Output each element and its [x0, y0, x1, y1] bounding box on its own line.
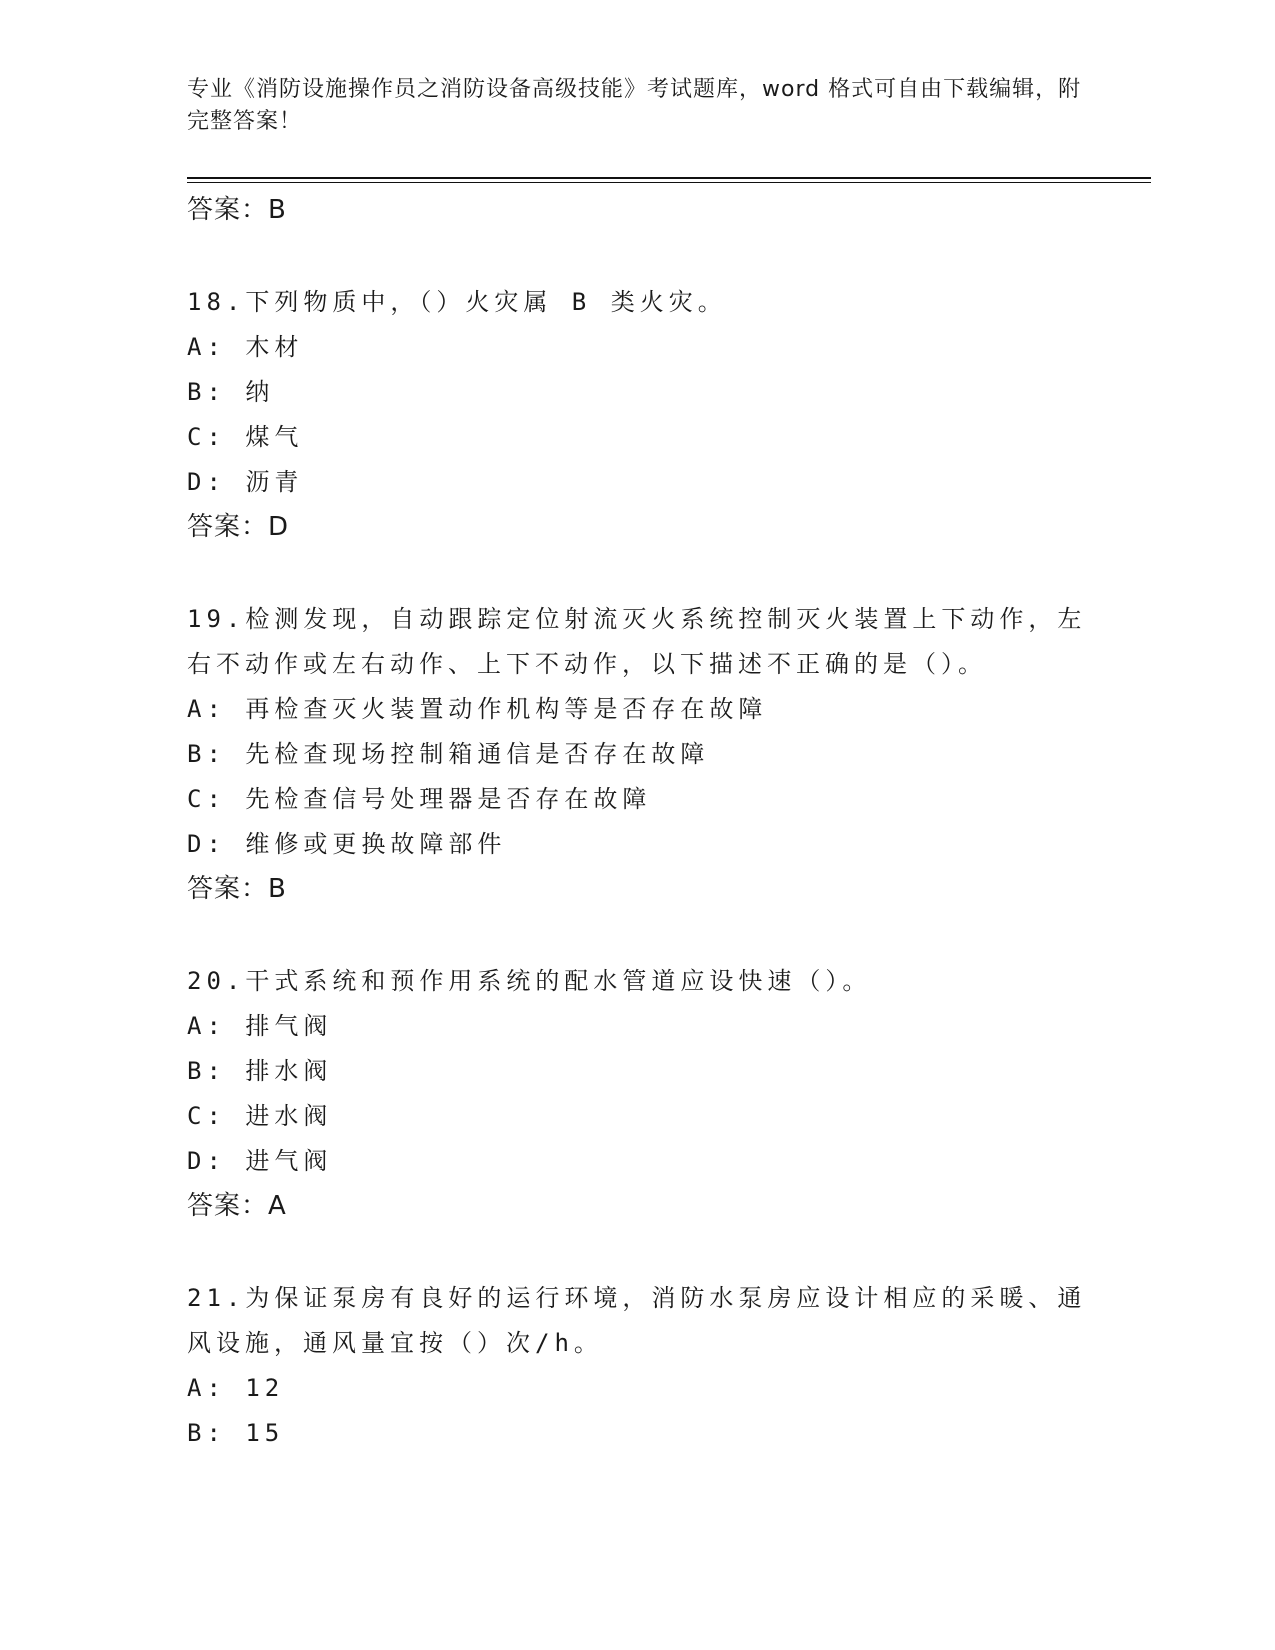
answer-line: 答案：D	[187, 512, 290, 542]
option-c: C: 进水阀	[187, 1102, 333, 1130]
question-text: 20.干式系统和预作用系统的配水管道应设快速（）。	[187, 967, 872, 995]
question-block	[187, 597, 1087, 911]
option-d: D: 沥青	[187, 468, 304, 496]
document-header: 专业《消防设施操作员之消防设备高级技能》考试题库，word 格式可自由下载编辑，附完整答案！	[187, 77, 1082, 134]
option-b: B: 先检查现场控制箱通信是否存在故障	[187, 740, 710, 768]
option-b: B: 15	[187, 1419, 285, 1447]
option-a: A: 木材	[187, 333, 304, 361]
option-d: D: 进气阀	[187, 1147, 333, 1175]
option-c: C: 先检查信号处理器是否存在故障	[187, 785, 652, 813]
option-b: B: 排水阀	[187, 1057, 333, 1085]
header-divider-thin	[187, 182, 1151, 183]
answer-line: 答案：B	[187, 195, 287, 225]
answer-line: 答案：A	[187, 1191, 287, 1221]
question-text: 18.下列物质中，（）火灾属 B 类火灾。	[187, 288, 727, 316]
option-c: C: 煤气	[187, 423, 304, 451]
question-block	[187, 280, 1087, 549]
option-b: B: 纳	[187, 378, 275, 406]
question-list	[187, 188, 1087, 1456]
answer-line: 答案：B	[187, 874, 287, 904]
header-divider-thick	[187, 177, 1151, 179]
question-block	[187, 959, 1087, 1228]
option-a: A: 再检查灭火装置动作机构等是否存在故障	[187, 695, 768, 723]
option-a: A: 排气阀	[187, 1012, 333, 1040]
option-a: A: 12	[187, 1374, 285, 1402]
option-d: D: 维修或更换故障部件	[187, 830, 507, 858]
question-block	[187, 1276, 1087, 1456]
question-text: 21.为保证泵房有良好的运行环境，消防水泵房应设计相应的采暖、通风设施，通风量宜按（）次/h。	[187, 1284, 1087, 1357]
question-text: 19.检测发现，自动跟踪定位射流灭火系统控制灭火装置上下动作，左右不动作或左右动作、上下不动作，以下描述不正确的是（）。	[187, 605, 1087, 678]
